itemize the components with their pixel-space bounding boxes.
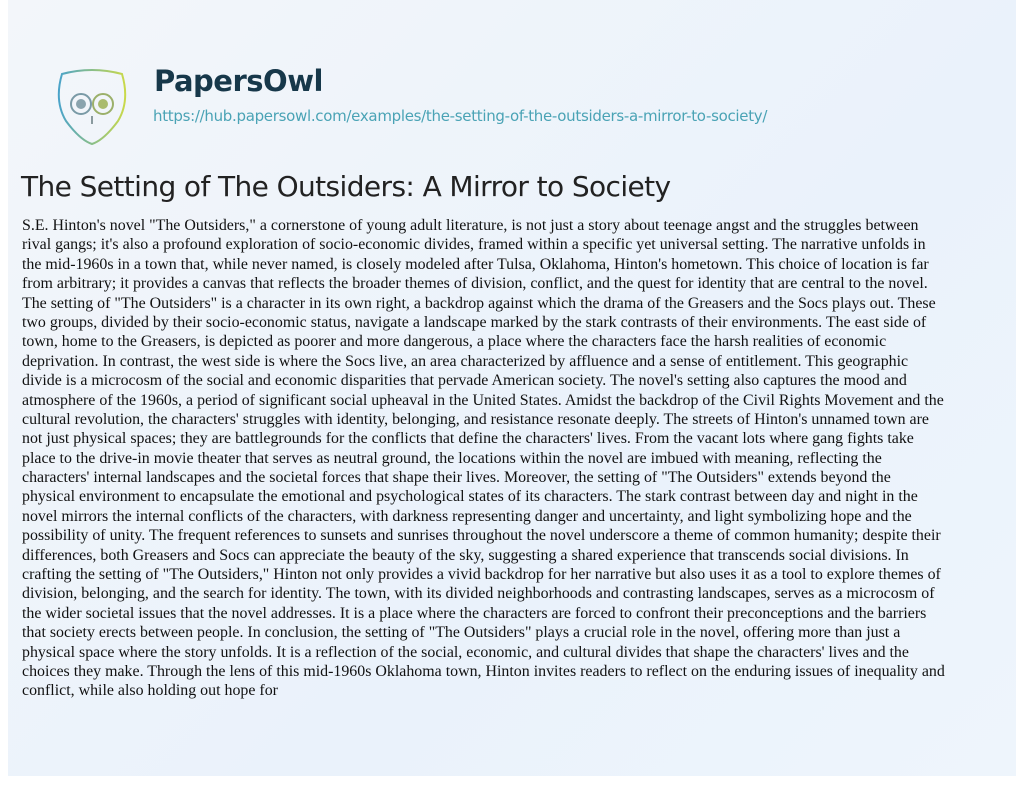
essay-line: conflict, while also holding out hope for: [22, 682, 278, 700]
essay-line: town, home to the Greasers, is depicted as poorer and more dangerous, a place where the characters face the harsh realities of economic: [22, 333, 887, 351]
essay-line: atmosphere of the 1960s, a period of significant social upheaval in the United States. Amidst the backdrop of the Civil Rights Movement and the: [22, 391, 944, 409]
essay-line: differences, both Greasers and Socs can appreciate the beauty of the sky, suggesting a shared experience that transcends social divisions. In: [22, 546, 909, 564]
essay-line: S.E. Hinton's novel "The Outsiders," a cornerstone of young adult literature, is not just a story about teenage angst and the struggles between: [22, 217, 919, 234]
owl-logo-icon: [52, 66, 132, 146]
essay-line: the mid-1960s in a town that, while never named, is closely modeled after Tulsa, Oklahoma, Hinton's hometown. This choice of location is far: [22, 255, 929, 273]
page-url-link[interactable]: https://hub.papersowl.com/examples/the-setting-of-the-outsiders-a-mirror-to-society/: [153, 107, 768, 125]
essay-body: [22, 216, 1012, 701]
brand-name[interactable]: PapersOwl: [154, 64, 323, 98]
essay-line: deprivation. In contrast, the west side is where the Socs live, an area characterized by affluence and a sense of entitlement. This geographic: [22, 352, 909, 370]
essay-line: physical environment to encapsulate the emotional and psychological states of its characters. The stark contrast between day and night in the: [22, 488, 918, 506]
essay-line: divide is a microcosm of the social and economic disparities that pervade American society. The novel's setting also captures the mood and: [22, 372, 907, 390]
essay-line: crafting the setting of "The Outsiders," Hinton not only provides a vivid backdrop for her narrative but also uses it as a tool to explore themes of: [22, 566, 941, 584]
essay-line: not just physical spaces; they are battlegrounds for the conflicts that define the characters' lives. From the vacant lots where gang fights take: [22, 430, 914, 448]
essay-line: physical space where the story unfolds. It is a reflection of the social, economic, and cultural divides that shape the characters' lives and the: [22, 643, 909, 661]
essay-line: two groups, divided by their socio-economic status, navigate a landscape marked by the stark contrasts of their environments. The east side of: [22, 313, 927, 331]
essay-line: The setting of "The Outsiders" is a character in its own right, a backdrop against which the drama of the Greasers and the Socs plays out. These: [22, 294, 936, 312]
essay-line: cultural revolution, the characters' struggles with identity, belonging, and resistance resonate deeply. The streets of Hinton's unnamed town are: [22, 410, 929, 428]
essay-line: division, belonging, and the search for identity. The town, with its divided neighborhoods and contrasting landscapes, serves as a microcosm of: [22, 585, 935, 603]
page-title: The Setting of The Outsiders: A Mirror to Society: [21, 170, 671, 203]
essay-line: rival gangs; it's also a profound exploration of socio-economic divides, framed within a specific yet universal setting. The narrative unfolds in: [22, 236, 926, 254]
essay-line: from arbitrary; it provides a canvas that reflects the broader themes of division, conflict, and the quest for identity that are central to the novel.: [22, 275, 928, 293]
essay-line: that society erects between people. In conclusion, the setting of "The Outsiders" plays a crucial role in the novel, offering more than just a: [22, 624, 901, 642]
essay-line: novel mirrors the internal conflicts of the characters, with darkness representing danger and uncertainty, and light symbolizing hope and the: [22, 507, 912, 525]
essay-line: possibility of unity. The frequent references to sunsets and sunrises throughout the novel underscore a theme of common humanity; despite their: [22, 527, 941, 545]
essay-line: place to the drive-in movie theater that serves as neutral ground, the locations within the novel are imbued with meaning, reflecting the: [22, 449, 882, 467]
essay-line: choices they make. Through the lens of this mid-1960s Oklahoma town, Hinton invites readers to reflect on the enduring issues of inequality and: [22, 662, 945, 680]
essay-line: characters' internal landscapes and the societal forces that shape their lives. Moreover, the setting of "The Outsiders" extends beyond the: [22, 469, 891, 487]
essay-line: the wider societal issues that the novel addresses. It is a place where the characters are forced to confront their preconceptions and the barriers: [22, 604, 927, 622]
